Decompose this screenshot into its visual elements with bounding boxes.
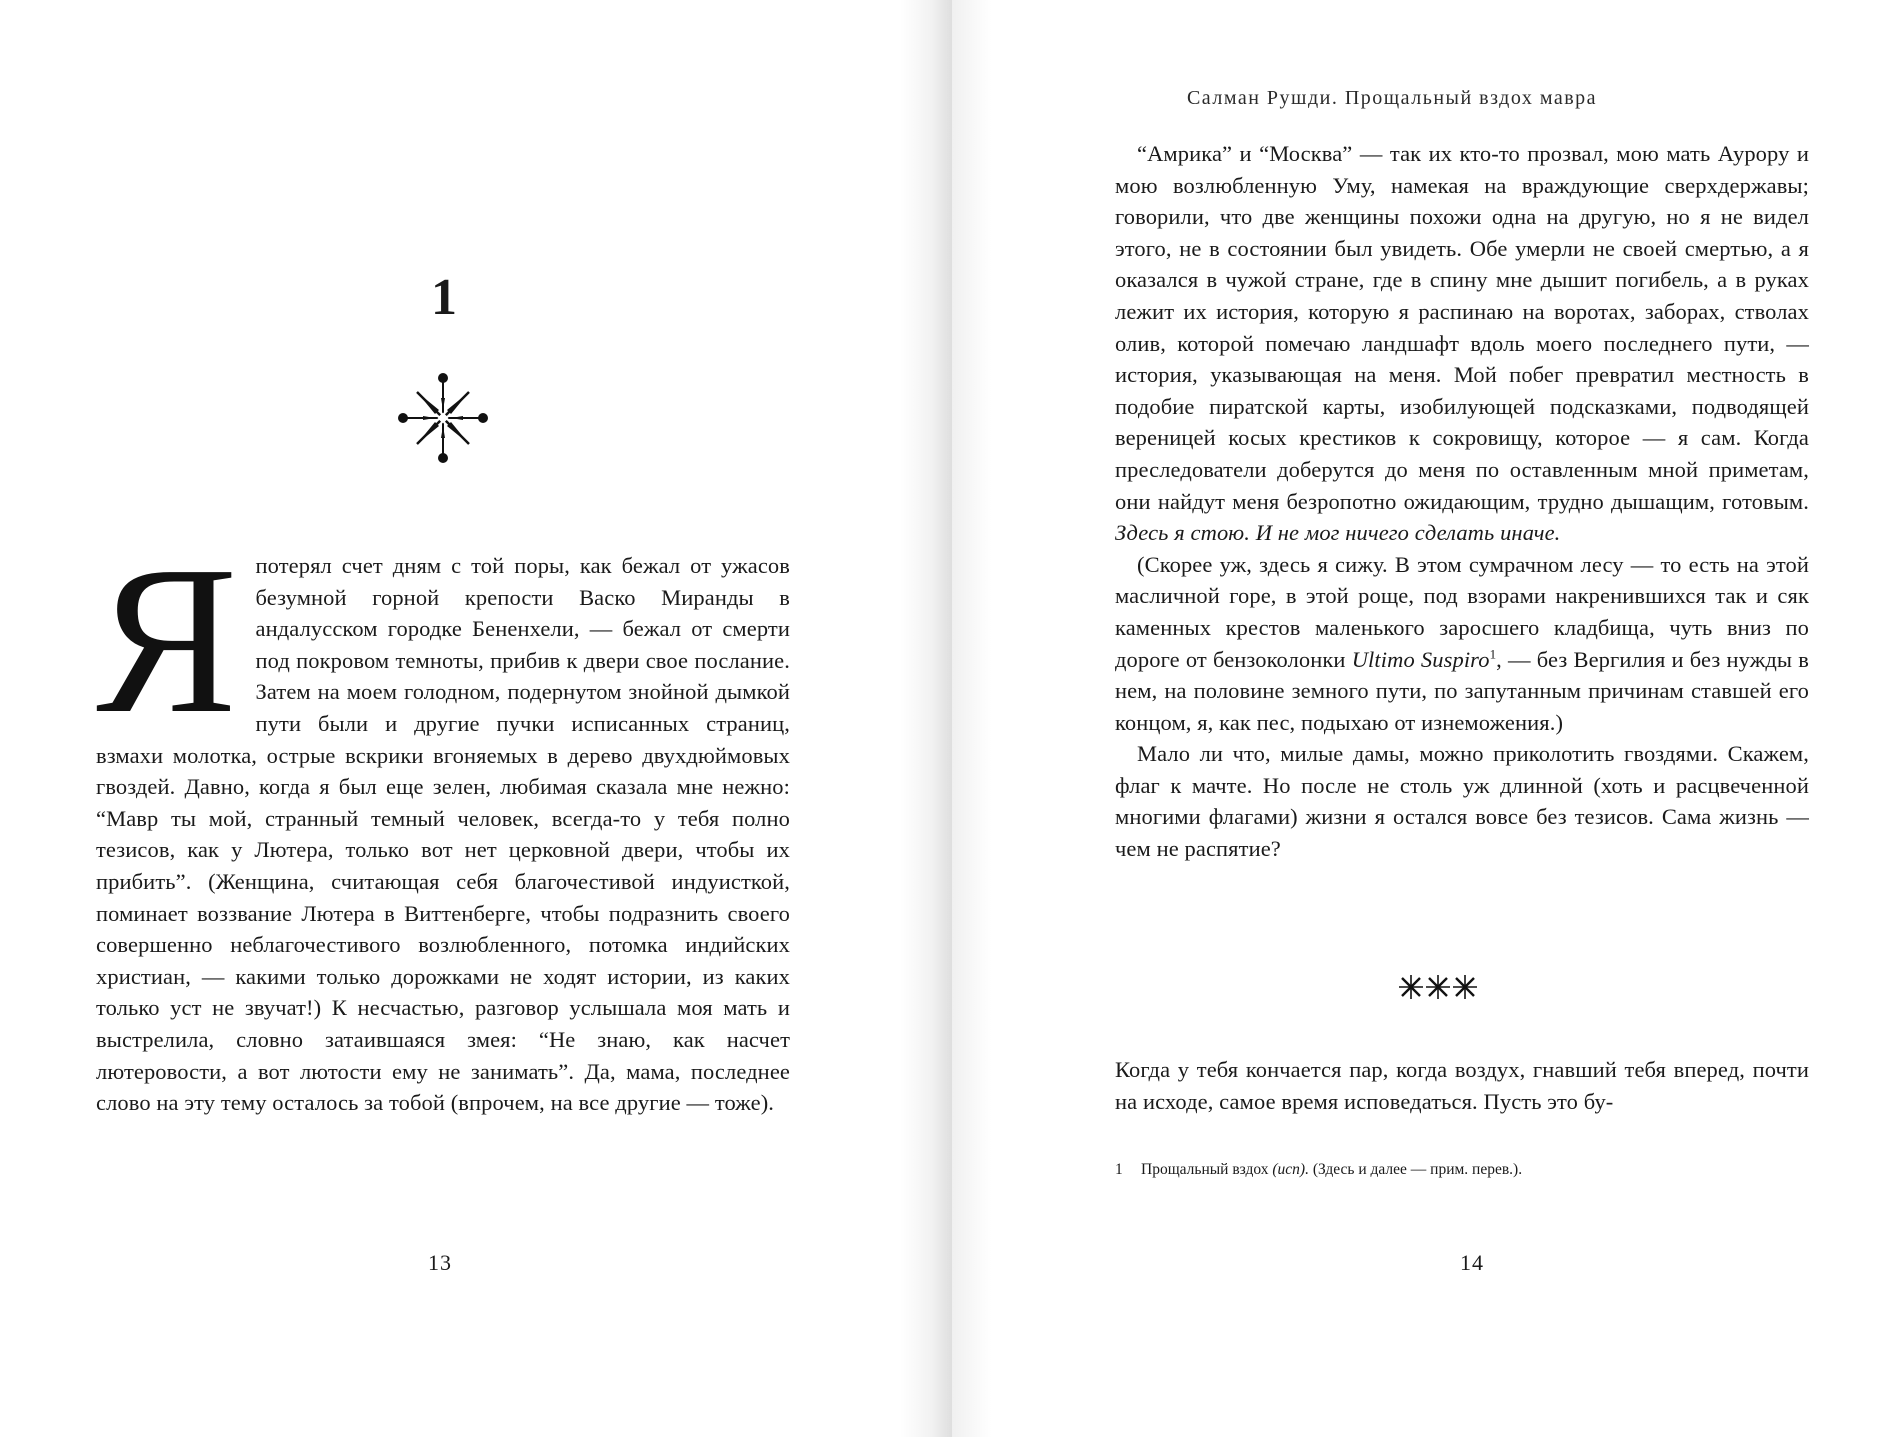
drop-cap: Я	[96, 522, 238, 757]
ornament-icon	[397, 372, 489, 464]
italic-quote: Здесь я стою. И не мог ничего сделать иначе.	[1115, 520, 1561, 546]
paragraph-1: “Амрика” и “Москва” — так их кто-то прозвал, мою мать Аурору и мою возлюбленную Уму, намекая на враждующие сверхдержавы; говорили, что две женщины похожи одна на другую, но я не видел этого, не в состоянии был увидеть. Обе умерли не своей смертью, а я оказался в чужой стране, где в спину мне дышит погибель, а в руках лежит их история, которую я распинаю на воротах, заборах, стволах олив, которой помечаю ландшафт вдоль моего последнего пути, — история, указывающая на меня. Мой побег превратил местность в подобие пиратской карты, изобилующей подсказками, подводящей вереницей косых крестиков к сокровищу, которое — я сам. Когда преследователи доберутся до меня по оставленным мной приметам, они найдут меня безропотно ожидающим, трудно дышащим, готовым. Здесь я стою. И не мог ничего сделать иначе.	[1115, 141, 1809, 546]
chapter-opening-paragraph	[96, 522, 790, 1119]
paragraph-2: (Скорее уж, здесь я сижу. В этом сумрачном лесу — то есть на этой масличной горе, в этой роще, под взорами накренившихся так и сяк каменных крестов маленького заросшего кладбища, чуть вниз по дороге от бензоколонки Ultimo Suspiro$^1$, — без Вергилия и без нужды в нем, на половине земного пути, по запутанным причинам ставшей его концом, я, как пес, подыхаю от изнеможения.)	[1115, 551, 1809, 735]
right-body-text	[1115, 138, 1809, 865]
footnote: 1 Прощальный вздох (исп). (Здесь и далее — прим. перев.).	[1115, 1161, 1523, 1178]
section-break-icon	[1398, 970, 1478, 1004]
chapter-number: 1	[431, 269, 457, 326]
paragraph-3: Мало ли что, милые дамы, можно приколотить гвоздями. Скажем, флаг к мачте. Но после не столь уж длинной (хоть и расцвеченной многими флагами) жизни я остался вовсе без тезисов. Сама жизнь — чем не распятие?	[1115, 741, 1809, 862]
footnote-number: 1	[1115, 1161, 1123, 1178]
running-head: Салман Рушди. Прощальный вздох мавра	[1186, 87, 1598, 109]
footnote-ref[interactable]: 1	[1489, 646, 1497, 661]
page-number-right: 14	[1460, 1250, 1484, 1275]
italic-place: Ultimo Suspiro	[1351, 646, 1490, 672]
page-number-left: 13	[428, 1250, 452, 1275]
paragraph-4: Когда у тебя кончается пар, когда воздух, гнавший тебя вперед, почти на исходе, самое время исповедаться. Пусть это бу-	[1115, 1057, 1809, 1114]
right-body-text-continued	[1115, 1054, 1809, 1117]
right-page	[952, 0, 1901, 1437]
opening-text: потерял счет дням с той поры, как бежал от ужасов безумной горной крепости Васко Миранды в андалусском городке Бененхели, — бежал от смерти под покровом темноты, прибив к двери свое послание. Затем на моем голодном, подернутом знойной дымкой пути были и другие пучки исписанных страниц, взмахи молотка, острые вскрики вгоняемых в дерево двухдюймовых гвоздей. Давно, когда я был еще зелен, любимая сказала мне нежно: “Мавр ты мой, странный темный человек, всегда-то у тебя полно тезисов, как у Лютера, только вот нет церковной двери, чтобы их прибить”. (Женщина, считающая себя благочестивой индуисткой, поминает воззвание Лютера в Виттенберге, чтобы подразнить своего совершенно неблагочестивого возлюбленного, потомка индийских христиан, — какими только дорожками не ходят истории, из каких только уст не звучат!) К несчастью, разговор услышала моя мать и выстрелила, словно затаившаяся змея: “Не знаю, как насчет лютеровости, а вот лютости ему не занимать”. Да, мама, последнее слово на эту тему осталось за тобой (впрочем, на все другие — тоже).	[96, 553, 790, 1116]
